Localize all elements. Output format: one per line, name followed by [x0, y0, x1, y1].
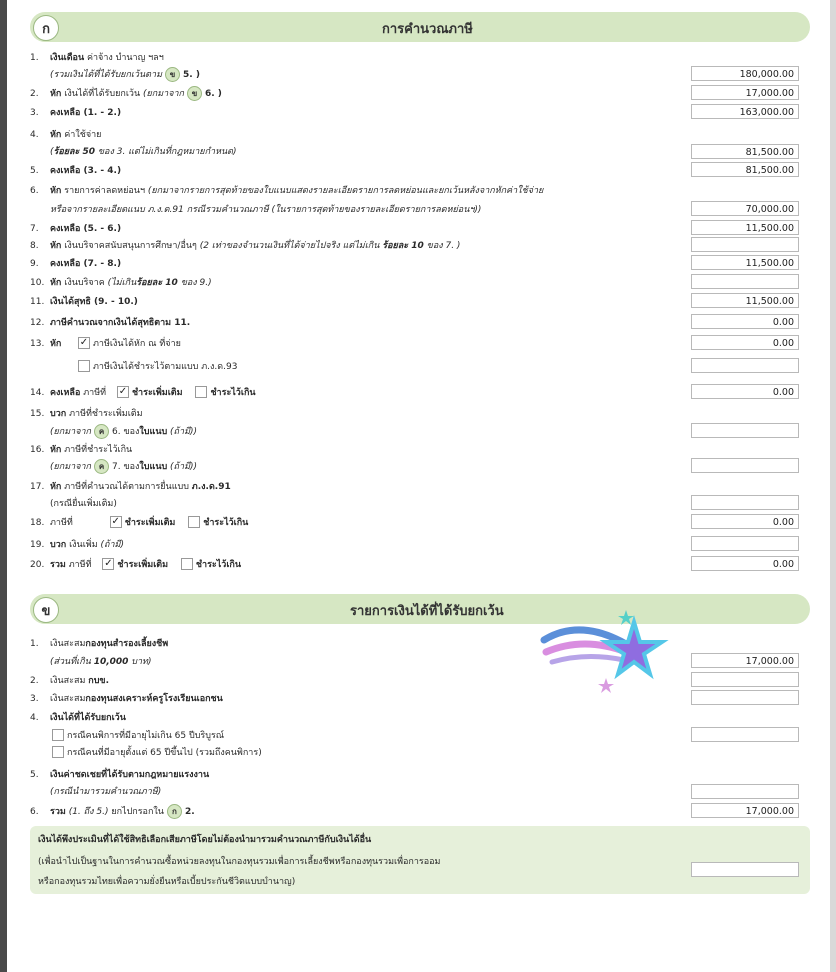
b-row-5: 5. เงินค่าชดเชยที่ได้รับตามกฎหมายแรงงาน	[30, 770, 210, 780]
input-3[interactable]: 163,000.00	[691, 104, 799, 119]
row-16-note: (ยกมาจาก ค 7. ของใบแนบ (ถ้ามี))	[50, 459, 197, 475]
row-5: 5. คงเหลือ (3. - 4.)	[30, 166, 122, 176]
row-13b: ภาษีเงินได้ชำระไว้ตามแบบ ภ.ง.ด.93	[78, 359, 237, 375]
note-line-2: หรือกองทุนรวมไทยเพื่อความยั่งยืนหรือเบี้ยประกันชีวิตแบบบำนาญ)	[38, 877, 296, 887]
disabled-under-65-checkbox[interactable]	[52, 729, 64, 741]
b-row-4: 4. เงินได้ที่ได้รับยกเว้น	[30, 713, 126, 723]
section-c-ref-badge: ค	[94, 424, 109, 439]
b-row-6: 6. รวม (1. ถึง 5.) ยกไปกรอกใน ก 2.	[30, 804, 195, 820]
input-19[interactable]	[691, 536, 799, 551]
input-1[interactable]: 180,000.00	[691, 66, 799, 81]
row-7: 7. คงเหลือ (5. - 6.)	[30, 224, 122, 234]
row-18: 18. ภาษีที่ ✓ ชำระเพิ่มเติม ชำระไว้เกิน	[30, 515, 249, 528]
b-input-3[interactable]	[691, 690, 799, 705]
b-row-2: 2. เงินสะสม กบข.	[30, 676, 109, 686]
section-b-title: รายการเงินได้ที่ได้รับยกเว้น	[350, 604, 504, 619]
row-10: 10. หัก เงินบริจาค (ไม่เกินร้อยละ 10 ของ 9.)	[30, 278, 212, 288]
overpaid-checkbox-20[interactable]	[181, 558, 193, 570]
input-16[interactable]	[691, 458, 799, 473]
row-19: 19. บวก เงินเพิ่ม (ถ้ามี)	[30, 540, 124, 550]
age-65-plus-checkbox[interactable]	[52, 746, 64, 758]
row-6: 6. หัก รายการค่าลดหย่อนฯ (ยกมาจากรายการสุดท้ายของใบแนบแสดงรายละเอียดรายการลดหย่อนและยกเว้นหลังจากหักค่าใช้จ่าย	[30, 186, 544, 196]
input-20[interactable]: 0.00	[691, 556, 799, 571]
b-row-1: 1. เงินสะสมกองทุนสำรองเลี้ยงชีพ	[30, 639, 169, 649]
note-title: เงินได้พึงประเมินที่ได้ใช้สิทธิเลือกเสียภาษีโดยไม่ต้องนำมารวมคำนวณภาษีกับเงินได้อื่น	[38, 835, 372, 845]
b-input-2[interactable]	[691, 672, 799, 687]
input-12[interactable]: 0.00	[691, 314, 799, 329]
row-17: 17. หัก ภาษีที่คำนวณได้ตามการยื่นแบบ ภ.ง.ด.91	[30, 482, 231, 492]
b-input-1[interactable]: 17,000.00	[691, 653, 799, 668]
note-line-1: (เพื่อนำไปเป็นฐานในการคำนวณซื้อหน่วยลงทุนในกองทุนรวมเพื่อการเลี้ยงชีพหรือกองทุนรวมเพื่อการออม	[38, 857, 441, 867]
row-1-note: (รวมเงินได้ที่ได้รับยกเว้นตาม ข 5. )	[50, 67, 200, 83]
input-18[interactable]: 0.00	[691, 514, 799, 529]
input-2[interactable]: 17,000.00	[691, 85, 799, 100]
b-row-3: 3. เงินสะสมกองทุนสงเคราะห์ครูโรงเรียนเอกชน	[30, 694, 223, 704]
input-9[interactable]: 11,500.00	[691, 255, 799, 270]
section-b-badge: ข	[33, 597, 59, 623]
row-15-note: (ยกมาจาก ค 6. ของใบแนบ (ถ้ามี))	[50, 424, 197, 440]
right-edge	[830, 0, 836, 972]
section-b-ref-badge: ข	[165, 67, 180, 82]
input-13[interactable]: 0.00	[691, 335, 799, 350]
note-input[interactable]	[691, 862, 799, 877]
row-1: 1. เงินเดือน ค่าจ้าง บำนาญ ฯลฯ	[30, 53, 164, 63]
pnd93-checkbox[interactable]	[78, 360, 90, 372]
input-13b[interactable]	[691, 358, 799, 373]
b-input-6[interactable]: 17,000.00	[691, 803, 799, 818]
shooting-star-sticker-icon	[540, 608, 670, 698]
row-15: 15. บวก ภาษีที่ชำระเพิ่มเติม	[30, 409, 143, 419]
b-input-5[interactable]	[691, 784, 799, 799]
row-13: 13. หัก ✓ ภาษีเงินได้หัก ณ ที่จ่าย	[30, 336, 181, 349]
section-a-ref-badge: ก	[167, 804, 182, 819]
row-3: 3. คงเหลือ (1. - 2.)	[30, 108, 122, 118]
row-12: 12. ภาษีคำนวณจากเงินได้สุทธิตาม 11.	[30, 318, 191, 328]
section-c-ref-badge: ค	[94, 459, 109, 474]
section-b-ref-badge: ข	[187, 86, 202, 101]
row-14: 14. คงเหลือ ภาษีที่ ✓ ชำระเพิ่มเติม ชำระไว้เกิน	[30, 385, 256, 398]
input-8[interactable]	[691, 237, 799, 252]
b-input-4[interactable]	[691, 727, 799, 742]
separate-tax-note-panel	[30, 826, 810, 894]
row-6-note: หรือจากรายละเอียดแนบ ภ.ง.ด.91 กรณีรวมคำนวณภาษี (ในรายการสุดท้ายของรายละเอียดรายการลดหย่อนฯ))	[50, 205, 482, 215]
b-row-1-note: (ส่วนที่เกิน 10,000 บาท)	[50, 657, 152, 667]
section-a-badge: ก	[33, 15, 59, 41]
section-b-header	[30, 594, 810, 624]
extra-payment-checkbox[interactable]: ✓	[118, 385, 128, 397]
row-8: 8. หัก เงินบริจาคสนับสนุนการศึกษา/อื่นๆ (2 เท่าของจำนวนเงินที่ได้จ่ายไปจริง แต่ไม่เกิน ร้อยละ 10 ของ 7. )	[30, 241, 461, 251]
row-20: 20. รวม ภาษีที่ ✓ ชำระเพิ่มเติม ชำระไว้เกิน	[30, 557, 242, 570]
input-10[interactable]	[691, 274, 799, 289]
row-16: 16. หัก ภาษีที่ชำระไว้เกิน	[30, 445, 133, 455]
row-2: 2. หัก เงินได้ที่ได้รับยกเว้น (ยกมาจาก ข 6. )	[30, 86, 222, 102]
input-4[interactable]: 81,500.00	[691, 144, 799, 159]
section-a-title: การคำนวณภาษี	[382, 22, 473, 37]
input-17[interactable]	[691, 495, 799, 510]
row-9: 9. คงเหลือ (7. - 8.)	[30, 259, 122, 269]
input-7[interactable]: 11,500.00	[691, 220, 799, 235]
b-row-4b: กรณีคนที่มีอายุตั้งแต่ 65 ปีขึ้นไป (รวมถึงคนพิการ)	[52, 745, 262, 761]
row-17-note: (กรณียื่นเพิ่มเติม)	[50, 499, 117, 509]
b-row-4a: กรณีคนพิการที่มีอายุไม่เกิน 65 ปีบริบูรณ์	[52, 728, 224, 744]
input-14[interactable]: 0.00	[691, 384, 799, 399]
input-5[interactable]: 81,500.00	[691, 162, 799, 177]
row-4-note: (ร้อยละ 50 ของ 3. แต่ไม่เกินที่กฎหมายกำหนด)	[50, 147, 237, 157]
left-edge	[0, 0, 7, 972]
row-11: 11. เงินได้สุทธิ (9. - 10.)	[30, 297, 138, 307]
input-11[interactable]: 11,500.00	[691, 293, 799, 308]
overpaid-checkbox-18[interactable]	[188, 516, 200, 528]
withholding-tax-checkbox[interactable]: ✓	[79, 336, 89, 348]
overpaid-checkbox[interactable]	[195, 386, 207, 398]
b-row-5-note: (กรณีนำมารวมคำนวณภาษี)	[50, 787, 162, 797]
row-4: 4. หัก ค่าใช้จ่าย	[30, 130, 102, 140]
input-6[interactable]: 70,000.00	[691, 201, 799, 216]
input-15[interactable]	[691, 423, 799, 438]
extra-payment-checkbox-20[interactable]: ✓	[104, 557, 113, 569]
section-a-header	[30, 12, 810, 42]
extra-payment-checkbox-18[interactable]: ✓	[111, 515, 120, 527]
